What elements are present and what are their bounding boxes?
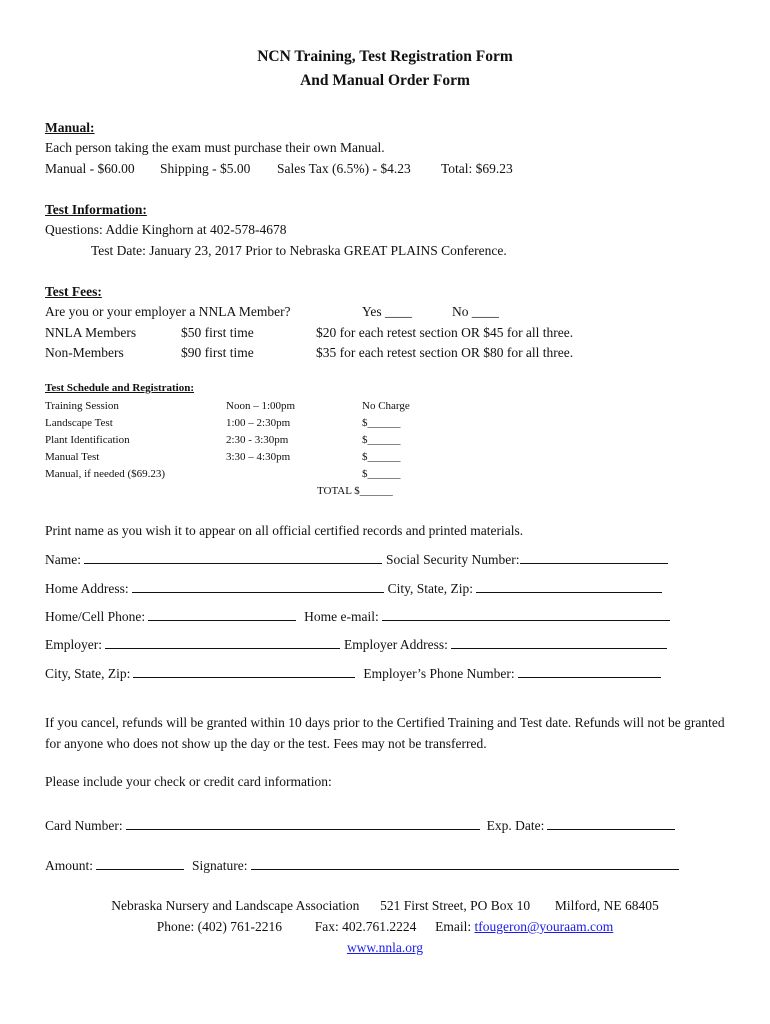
home-city-state-zip-label: City, State, Zip: [387,581,473,596]
footer-phone: Phone: (402) 761-2216 [156,919,282,934]
test-info-date: Test Date: January 23, 2017 Prior to Nebraska GREAT PLAINS Conference. [91,243,507,258]
schedule-cost: No Charge [362,400,410,412]
home-phone-field[interactable] [148,608,296,621]
employer-city-label: City, State, Zip: [45,666,131,681]
exp-date-label: Exp. Date: [486,818,545,833]
manual-total: Total: $69.23 [441,161,513,176]
form-title-line1: NCN Training, Test Registration Form [257,48,513,65]
schedule-item: Manual, if needed ($69.23) [45,468,166,480]
fee-row-retest: $35 for each retest section OR $80 for all three. [316,345,574,360]
home-address-label: Home Address: [45,581,129,596]
schedule-time: 3:30 – 4:30pm [226,451,291,463]
fee-row-retest: $20 for each retest section OR $45 for all three. [316,325,574,340]
schedule-item: Plant Identification [45,434,130,446]
footer-contact-line [0,919,770,935]
membership-no[interactable]: No ____ [452,304,499,319]
footer-email-label: Email: [435,919,472,934]
fee-row-first: $50 first time [181,325,254,340]
schedule-cost[interactable]: $______ [362,468,401,480]
manual-price: Manual - $60.00 [45,161,135,176]
employer-city-field[interactable] [133,665,355,678]
manual-heading: Manual: [45,120,95,135]
test-fees-heading: Test Fees: [45,284,102,299]
schedule-time: 1:00 – 2:30pm [226,417,291,429]
ssn-label: Social Security Number: [386,552,520,567]
schedule-total[interactable]: TOTAL $______ [317,485,393,497]
employer-address-field[interactable] [451,636,667,649]
employer-address-label: Employer Address: [344,637,448,652]
amount-label: Amount: [45,858,94,873]
amount-field[interactable] [96,857,184,870]
employer-label: Employer: [45,637,102,652]
schedule-heading: Test Schedule and Registration: [45,382,195,394]
signature-field[interactable] [251,857,679,870]
fee-row-label: NNLA Members [45,325,137,340]
schedule-time: Noon – 1:00pm [226,400,296,412]
fee-row-first: $90 first time [181,345,254,360]
exp-date-field[interactable] [547,817,675,830]
signature-label: Signature: [192,858,248,873]
membership-yes[interactable]: Yes ____ [362,304,413,319]
print-name-instruction: Print name as you wish it to appear on all official certified records and printed materials. [45,523,524,538]
card-number-label: Card Number: [45,818,123,833]
payment-instruction: Please include your check or credit card information: [45,774,332,789]
home-phone-row [45,608,674,625]
home-email-field[interactable] [382,608,670,621]
fee-row-label: Non-Members [45,345,124,360]
home-phone-label: Home/Cell Phone: [45,609,146,624]
schedule-time: 2:30 - 3:30pm [226,434,289,446]
test-info-questions: Questions: Addie Kinghorn at 402-578-4678 [45,222,287,237]
card-number-field[interactable] [126,817,480,830]
home-email-label: Home e-mail: [304,609,379,624]
schedule-cost[interactable]: $______ [362,451,401,463]
cancellation-policy: If you cancel, refunds will be granted within 10 days prior to the Certified Training and Test date. Refunds will not be granted for anyone who does not show up the day or the test. Fees may not be transferred. [45,715,725,751]
employer-field[interactable] [105,636,340,649]
employer-phone-label: Employer’s Phone Number: [363,666,515,681]
test-info-heading: Test Information: [45,202,147,217]
footer-address-line [0,898,770,914]
manual-shipping: Shipping - $5.00 [160,161,251,176]
employer-phone-field[interactable] [518,665,661,678]
name-label: Name: [45,552,81,567]
schedule-item: Training Session [45,400,119,412]
footer-email-link[interactable]: tfougeron@youraam.com [474,919,614,934]
manual-tax: Sales Tax (6.5%) - $4.23 [277,161,411,176]
manual-requirement: Each person taking the exam must purchase their own Manual. [45,140,385,155]
ssn-field[interactable] [520,551,668,564]
card-row [45,817,679,834]
employer-row [45,636,671,653]
footer-fax: Fax: 402.761.2224 [314,919,417,934]
home-address-field[interactable] [132,580,384,593]
membership-question: Are you or your employer a NNLA Member? [45,304,291,319]
schedule-cost[interactable]: $______ [362,434,401,446]
footer-website-line [0,940,770,956]
amount-row [45,857,683,874]
schedule-item: Landscape Test [45,417,113,429]
home-address-row [45,580,666,597]
schedule-item: Manual Test [45,451,100,463]
schedule-cost[interactable]: $______ [362,417,401,429]
home-city-state-zip-field[interactable] [476,580,662,593]
footer-street: 521 First Street, PO Box 10 [380,898,531,913]
employer-city-row [45,665,665,682]
footer-website-link[interactable]: www.nnla.org [346,940,424,955]
footer-org: Nebraska Nursery and Landscape Association [111,898,360,913]
name-field[interactable] [84,551,382,564]
footer-city: Milford, NE 68405 [554,898,659,913]
name-row [45,551,672,568]
form-title-line2: And Manual Order Form [300,72,470,89]
